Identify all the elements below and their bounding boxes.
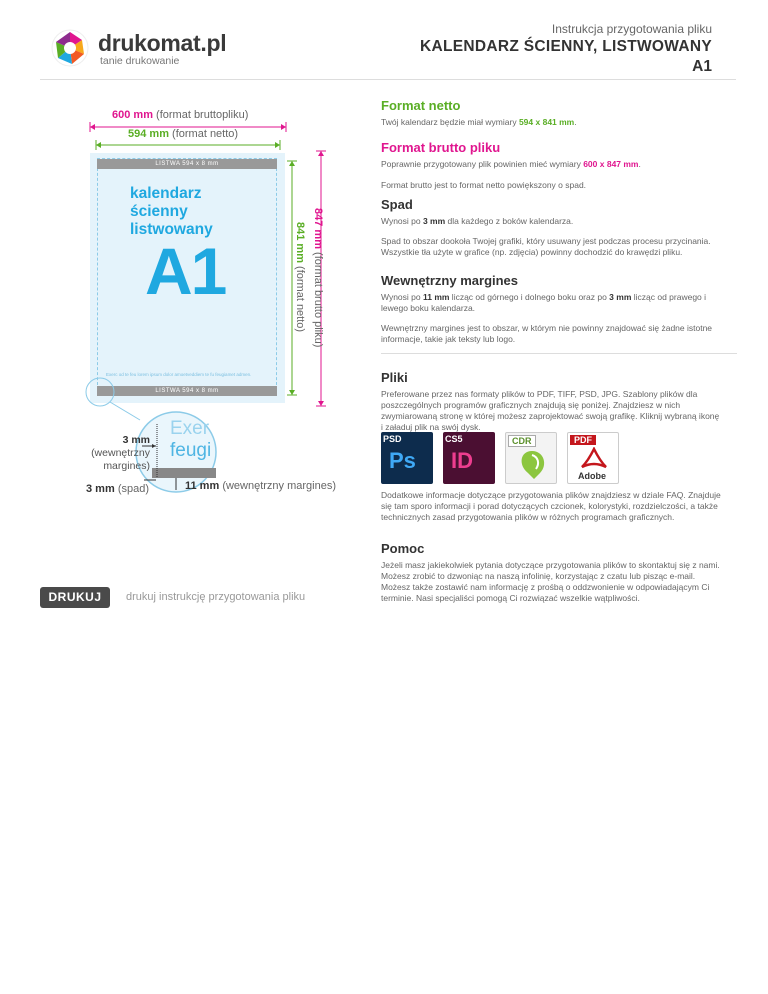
calendar-sample-text: Exerc od te feu lorem ipsum dolor amoetveddiem te fu feugiamet admen.	[106, 372, 252, 377]
acrobat-logo-icon	[580, 447, 608, 469]
calendar-name: kalendarz ścienny listwowany	[130, 185, 213, 238]
section-text-2: Format brutto jest to format netto powiększony o spad.	[381, 180, 587, 190]
section-text: Preferowane przez nas formaty plików to PDF, TIFF, PSD, JPG. Szablony plików dla poszczególnych programów graficznych znajdują się poniżej. Znajdziesz w nich zwymiarowaną stronę w której możesz zaprojektować swoją grafikę. Kliknij wybraną ikonę i załaduj plik na swój dysk.	[381, 389, 720, 432]
section-text-2: Wewnętrzny margines jest to obszar, w którym nie powinny znajdować się żadne istotne informacje, takie jak teksty lub logo.	[381, 323, 713, 344]
section-text: Twój kalendarz będzie miał wymiary 594 x 841 mm.	[381, 117, 577, 127]
section-pliki	[381, 370, 721, 433]
format-diagram	[0, 0, 370, 620]
section-format-brutto	[381, 140, 721, 191]
margin-label: 3 mm (wewnętrzny margines)	[91, 434, 150, 472]
brutto-width-label: 600 mm (format bruttopliku)	[112, 109, 249, 121]
section-text: Jeżeli masz jakiekolwiek pytania dotyczące przygotowania plików to skontaktuj się z nami. Możesz zrobić to dzwoniąc na naszą infolinię, korzystając z czatu lub pisząc e-mail. Możesz także zostawić nam informację z prośbą o oddzwonienie w odpowiadającym Ci terminie. Nasi specjaliści pomogą Ci rozwiązać wszelkie wątpliwości.	[381, 560, 720, 603]
section-title: Spad	[381, 197, 413, 212]
pdf-icon[interactable]: PDF Adobe	[567, 432, 619, 484]
section-text-2: Dodatkowe informacje dotyczące przygotowania plików znajdziesz w dziale FAQ. Znajduje się tam sporo informacji i porad dotyczących czcionek, kolorystyki, rozdzielczości, a także technicznych zasad przygotowania plików w różnych programach graficznych.	[381, 490, 721, 522]
file-templates	[381, 432, 619, 484]
bleed-label: 3 mm (spad)	[86, 483, 149, 495]
corel-balloon-icon	[514, 449, 550, 481]
inner-margin-label: 11 mm (wewnętrzny margines)	[185, 480, 337, 492]
netto-height-label: 841 mm (format netto)	[294, 222, 306, 333]
zoom-word-2: feugi	[170, 440, 212, 461]
document-size: A1	[692, 58, 712, 75]
section-text-2: Spad to obszar dookoła Twojej grafiki, który usuwany jest podczas procesu przycinania. Wszystkie tła użyte w grafice (np. zdjęcia) powinny dochodzić do krawędzi pliku.	[381, 236, 711, 257]
logo-name: drukomat.pl	[98, 29, 227, 56]
section-text: Wynosi po 11 mm licząc od górnego i dolnego boku oraz po 3 mm licząc od prawego i lewego boku kalendarza.	[381, 292, 707, 313]
netto-width-label: 594 mm (format netto)	[128, 128, 239, 140]
netto-width-arrow	[94, 140, 282, 150]
section-text: Wynosi po 3 mm dla każdego z boków kalendarza.	[381, 216, 574, 226]
section-title: Format netto	[381, 98, 461, 113]
section-title: Pomoc	[381, 541, 425, 556]
coreldraw-icon[interactable]: CDR	[505, 432, 557, 484]
section-spad	[381, 197, 721, 258]
indesign-icon[interactable]: CS5 ID	[443, 432, 495, 484]
calendar-size-label: A1	[145, 234, 226, 308]
listwa-top: LISTWA 594 x 8 mm	[97, 159, 277, 169]
section-title: Pliki	[381, 370, 408, 385]
section-text: Poprawnie przygotowany plik powinien mieć wymiary 600 x 847 mm.	[381, 159, 641, 169]
listwa-bottom: LISTWA 594 x 8 mm	[97, 386, 277, 396]
brutto-height-label: 847 mm (format brutto pliku)	[312, 208, 324, 348]
document-subtitle: Instrukcja przygotowania pliku	[551, 22, 712, 36]
section-format-netto	[381, 98, 721, 128]
zoom-word-1: Exer	[170, 418, 210, 439]
photoshop-icon[interactable]: PSD Ps	[381, 432, 433, 484]
section-title: Wewnętrzny margines	[381, 273, 519, 288]
section-divider	[381, 353, 737, 354]
section-margines	[381, 273, 721, 345]
print-link[interactable]: drukuj instrukcję przygotowania pliku	[126, 591, 306, 603]
section-pliki-info	[381, 490, 721, 523]
document-title: KALENDARZ ŚCIENNY, LISTWOWANY	[419, 38, 712, 55]
print-button[interactable]: DRUKUJ	[40, 587, 110, 608]
section-title: Format brutto pliku	[381, 140, 501, 155]
logo-tagline: tanie drukowanie	[100, 54, 180, 67]
section-pomoc	[381, 541, 721, 604]
